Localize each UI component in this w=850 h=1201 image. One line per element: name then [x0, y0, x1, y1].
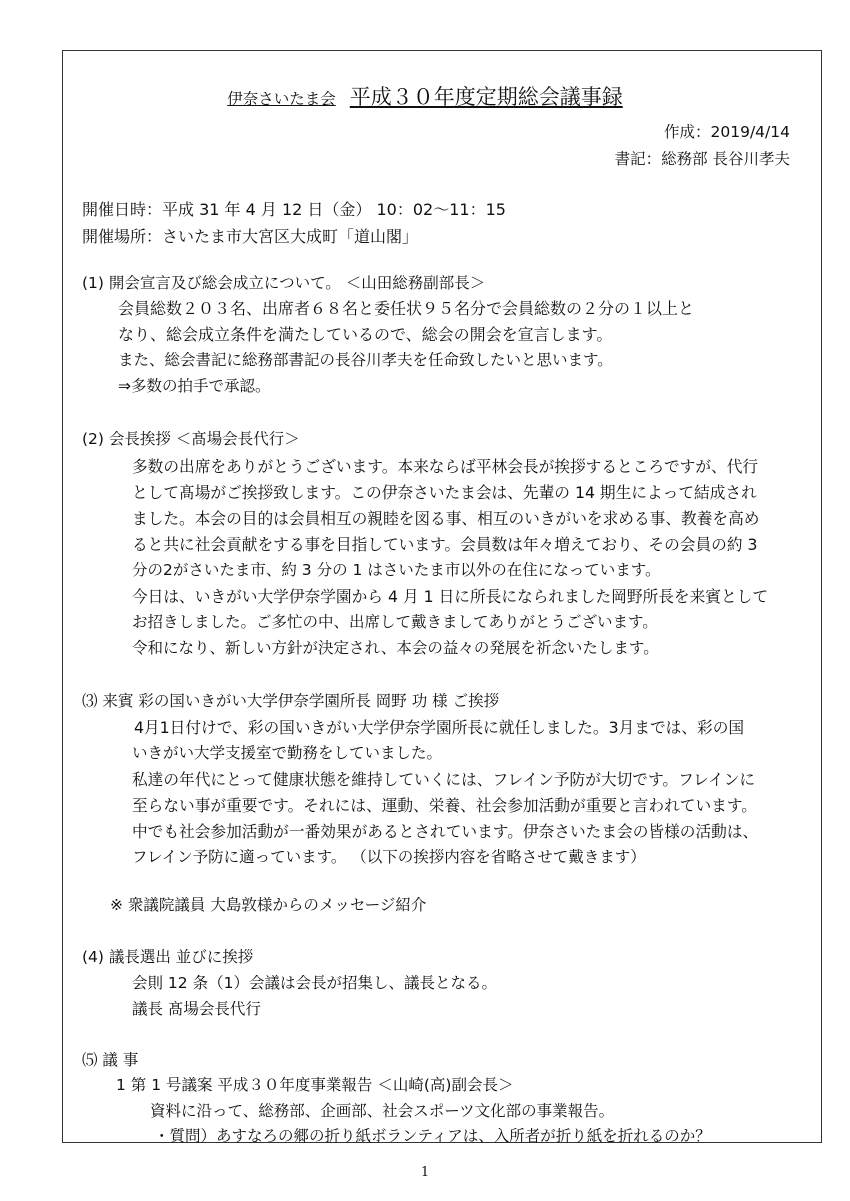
agenda-item-1-text: 資料に沿って、総務部、企画部、社会スポーツ文化部の事業報告。 [150, 1102, 615, 1120]
section-2-line: 令和になり、新しい方針が決定され、本会の益々の発展を祈念いたします。 [132, 639, 659, 657]
meeting-datetime: 開催日時：平成 31 年 4 月 12 日（金） 10：02～11：15 [82, 200, 506, 219]
secretary-line: 書記：総務部 長谷川孝夫 [614, 150, 790, 168]
section-2-heading: (2) 会長挨拶 ＜髙場会長代行＞ [82, 430, 300, 448]
section-2-line: お招きしました。ご多忙の中、出席して戴きましてありがとうございます。 [132, 613, 658, 631]
question-line: ・質問）あすなろの郷の折り紙ボランティアは、入所者が折り紙を折れるのか？ [154, 1127, 711, 1145]
agenda-item-1: 1 第 1 号議案 平成３０年度事業報告 ＜山崎(高)副会長＞ [116, 1076, 514, 1094]
section-3-line: 4月1日付けで、彩の国いきがい大学伊奈学園所長に就任しました。3月までは、彩の国 [134, 718, 745, 737]
section-3-line: 中でも社会参加活動が一番効果があるとされています。伊奈さいたま会の皆様の活動は、 [132, 822, 759, 841]
section-4-line: 会則 12 条（1）会議は会長が招集し、議長となる。 [132, 974, 497, 992]
org-name: 伊奈さいたま会 [227, 90, 336, 108]
title-text: 平成３０年度定期総会議事録 [349, 85, 623, 109]
section-3-line: 至らない事が重要です。それには、運動、栄養、社会参加活動が重要と言われています。 [132, 796, 757, 815]
section-1-line: 会員総数２０３名、出席者６８名と委任状９５名分で会員総数の２分の１以上と [118, 299, 695, 318]
section-1-line: なり、総会成立条件を満たしているので、総会の開会を宣言します。 [118, 325, 613, 344]
section-3-line: 私達の年代にとって健康状態を維持していくには、フレイン予防が大切です。フレインに [132, 770, 756, 789]
section-1-line: また、総会書記に総務部書記の長谷川孝夫を任命致したいと思います。 [118, 351, 613, 369]
section-4-line: 議長 髙場会長代行 [132, 1000, 261, 1018]
section-2-line: 今日は、いきがい大学伊奈学園から 4 月 1 日に所長になられました岡野所長を来賓として [132, 587, 769, 606]
page-number: 1 [420, 1165, 430, 1180]
section-4-heading: (4) 議長選出 並びに挨拶 [82, 948, 254, 966]
message-note: ※ 衆議院議員 大島敦様からのメッセージ紹介 [110, 896, 427, 914]
section-3-line: フレイン予防に適っています。 （以下の挨拶内容を省略させて戴きます） [132, 848, 646, 866]
created-date: 作成：2019/4/14 [664, 123, 790, 141]
section-5-heading: ⑸ 議 事 [82, 1051, 139, 1069]
section-1-heading: (1) 開会宣言及び総会成立について。 ＜山田総務副部長＞ [82, 274, 486, 292]
section-3-heading: ⑶ 来賓 彩の国いきがい大学伊奈学園所長 岡野 功 様 ご挨拶 [82, 692, 500, 710]
section-2-line: ました。本会の目的は会員相互の親睦を図る事、相互のいきがいを求める事、教養を高め [132, 509, 760, 528]
meeting-place: 開催場所：さいたま市大宮区大成町「道山閣」 [82, 227, 419, 246]
document-title [0, 87, 850, 108]
section-3-line: いきがい大学支援室で勤務をしていました。 [132, 744, 443, 762]
section-1-line: ⇒多数の拍手で承認。 [118, 377, 271, 395]
section-2-line: 多数の出席をありがとうございます。本来ならば平林会長が挨拶するところですが、代行 [132, 457, 759, 476]
section-2-line: 分の2がさいたま市、約 3 分の 1 はさいたま市以外の在住になっています。 [132, 561, 661, 579]
section-2-line: ると共に社会貢献をする事を目指しています。会員数は年々増えており、その会員の約 3 [132, 535, 758, 554]
section-2-line: として髙場がご挨拶致します。この伊奈さいたま会は、先輩の 14 期生によって結成され [132, 483, 757, 502]
